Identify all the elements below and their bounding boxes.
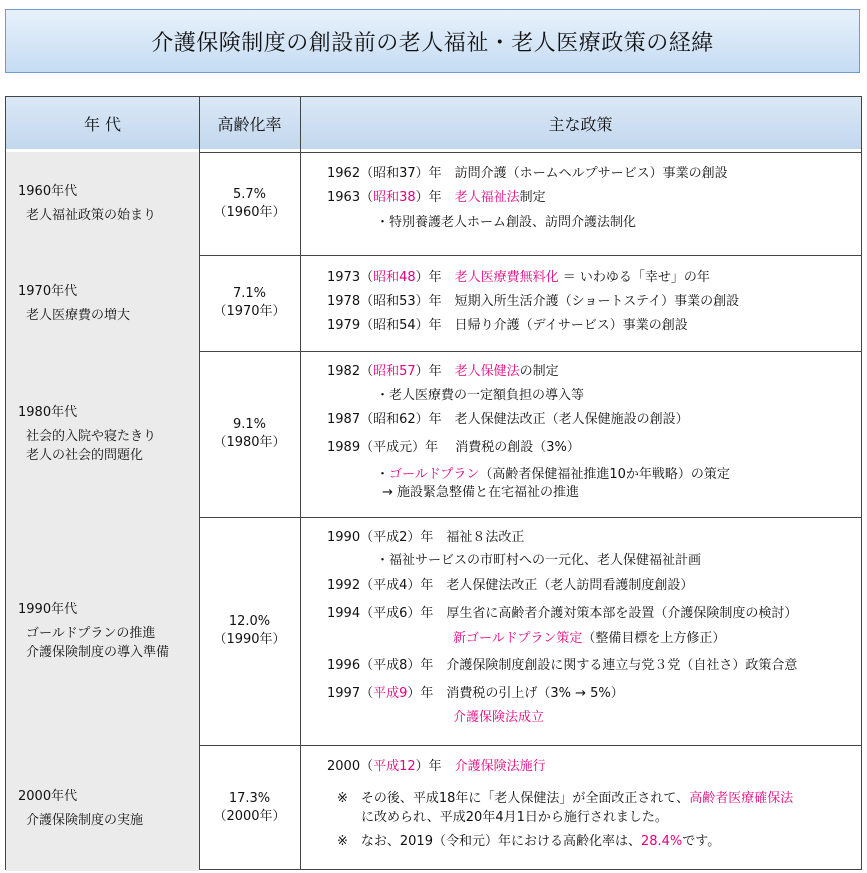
aging-rate-value: 5.7%	[232, 186, 267, 202]
table-row	[6, 517, 861, 746]
policy-line	[327, 758, 546, 776]
aging-rate-value: 17.3%	[228, 791, 271, 806]
highlighted-text: 28.4%	[640, 834, 683, 849]
policy-cell	[300, 351, 861, 517]
policy-line	[327, 685, 624, 703]
policy-text: 1978（昭和53）年 短期入所生活介護（ショートステイ）事業の創設	[327, 294, 740, 309]
aging-rate-year: （2000年）	[213, 809, 286, 824]
era-decade: 1990年代	[18, 602, 78, 617]
column-divider	[300, 97, 301, 869]
policy-line	[361, 809, 668, 827]
aging-rate-cell	[199, 255, 300, 351]
era-description: 老人医療費の増大	[26, 307, 131, 323]
policy-text: 1997（	[327, 686, 374, 701]
aging-rate-cell	[199, 152, 300, 255]
policy-text: 1973（	[327, 270, 374, 285]
era-description: 介護保険制度の導入準備	[26, 645, 170, 660]
era-description: 介護保険制度の実施	[26, 812, 144, 828]
table-row	[6, 152, 861, 256]
highlighted-text: 老人医療費無料化	[454, 270, 559, 285]
policy-line	[376, 466, 730, 484]
policy-text: 1994（平成6）年 厚生省に高齢者介護対策本部を設置（介護保険制度の検討）	[327, 606, 798, 621]
aging-rate-cell	[199, 745, 300, 871]
aging-rate-cell	[199, 351, 300, 517]
policy-line	[453, 630, 725, 648]
era-description: ゴールドプランの推進	[26, 626, 156, 641]
highlighted-text: 介護保険法成立	[453, 710, 545, 725]
policy-text: ・特別養護老人ホーム創設、訪問介護法制化	[376, 215, 637, 230]
header-era: 年 代	[83, 114, 122, 134]
policy-text: の制定	[519, 364, 559, 379]
highlighted-text: 昭和48	[373, 270, 416, 285]
policy-line	[327, 439, 580, 457]
aging-rate-year: （1960年）	[213, 204, 286, 220]
policy-text: 1989（平成元）年 消費税の創設（3%）	[327, 440, 580, 455]
aging-rate-cell	[199, 517, 300, 745]
highlighted-text: 老人福祉法	[454, 190, 520, 205]
policy-text: 1996（平成8）年 介護保険制度創設に関する連立与党３党（自社さ）政策合意	[327, 658, 798, 673]
policy-text: ・福祉サービスの市町村への一元化、老人保健福祉計画	[376, 553, 702, 568]
policy-text: ・	[376, 467, 390, 482]
policy-text: 2000（	[327, 759, 374, 774]
policy-line	[327, 317, 688, 335]
era-description: 老人福祉政策の始まり	[26, 208, 157, 223]
aging-rate-year: （1980年）	[213, 435, 286, 450]
policy-text: ）年	[415, 364, 455, 379]
policy-text: 1963（	[327, 190, 374, 205]
table-header	[6, 97, 861, 150]
policy-line	[327, 605, 797, 623]
policy-line	[327, 529, 524, 547]
era-description: 老人の社会的問題化	[26, 448, 144, 463]
era-decade: 1970年代	[18, 283, 78, 299]
highlighted-text: 介護保険法施行	[454, 759, 546, 774]
policy-line	[327, 657, 797, 675]
policy-text: ）年	[415, 190, 455, 205]
policy-cell	[300, 517, 861, 745]
policy-line	[327, 269, 710, 287]
policy-text: ）年	[415, 270, 455, 285]
highlighted-text: 高齢者医療確保法	[689, 791, 794, 806]
era-description: 社会的入院や寝たきり	[26, 429, 157, 444]
policy-text: （高齢者保健福祉推進10か年戦略）の策定	[479, 467, 730, 482]
policy-line	[327, 293, 739, 311]
policy-text: 1962（昭和37）年 訪問介護（ホームヘルプサービス）事業の創設	[327, 166, 728, 181]
policy-text: ＝ いわゆる「幸せ」の年	[558, 270, 710, 285]
table-row	[6, 351, 861, 518]
aging-rate-value: 12.0%	[228, 614, 271, 629]
policy-text: 制定	[519, 190, 546, 205]
policy-text: ）年 消費税の引上げ（3% → 5%）	[407, 686, 624, 701]
policy-line	[327, 577, 693, 595]
era-cell	[6, 517, 199, 745]
policy-cell	[300, 255, 861, 351]
header-rate: 高齢化率	[217, 114, 282, 134]
policy-cell	[300, 745, 861, 871]
era-cell	[6, 255, 199, 351]
table-row	[6, 255, 861, 352]
policy-line	[327, 165, 728, 183]
table-row	[6, 745, 861, 871]
highlighted-text: 新ゴールドプラン策定	[453, 631, 583, 646]
policy-text: に改められ、平成20年4月1日から施行されました。	[361, 810, 668, 825]
policy-text: 1982（	[327, 364, 374, 379]
policy-text: ※ その後、平成18年に「老人保健法」が全面改正されて、	[337, 791, 690, 806]
header-policy: 主な政策	[548, 114, 613, 134]
policy-line	[376, 214, 636, 232]
policy-text: ・老人医療費の一定額負担の導入等	[376, 388, 585, 403]
policy-text: → 施設緊急整備と在宅福祉の推進	[382, 485, 580, 500]
era-cell	[6, 351, 199, 517]
aging-rate-value: 9.1%	[232, 417, 267, 432]
highlighted-text: 平成12	[373, 759, 416, 774]
policy-line	[376, 387, 584, 405]
column-divider	[199, 97, 200, 869]
policy-line	[337, 790, 793, 808]
policy-text: （整備目標を上方修正）	[582, 631, 726, 646]
policy-line	[382, 484, 579, 502]
policy-line	[453, 709, 544, 727]
aging-rate-year: （1990年）	[213, 632, 286, 647]
policy-text: 1990（平成2）年 福祉８法改正	[327, 530, 525, 545]
page-title: 介護保険制度の創設前の老人福祉・老人医療政策の経緯	[151, 30, 714, 56]
era-decade: 1980年代	[18, 405, 78, 420]
highlighted-text: 老人保健法	[454, 364, 520, 379]
policy-line	[327, 189, 546, 207]
policy-text: ）年	[415, 759, 455, 774]
policy-text: ※ なお、2019（令和元）年における高齢化率は、	[337, 834, 641, 849]
era-decade: 1960年代	[18, 184, 78, 199]
policy-line	[337, 833, 720, 851]
policy-text: 1987（昭和62）年 老人保健法改正（老人保健施設の創設）	[327, 412, 689, 427]
policy-cell	[300, 152, 861, 255]
era-cell	[6, 745, 199, 871]
highlighted-text: 平成9	[373, 686, 408, 701]
highlighted-text: 昭和38	[373, 190, 416, 205]
policy-text: 1979（昭和54）年 日帰り介護（デイサービス）事業の創設	[327, 318, 688, 333]
era-cell	[6, 152, 199, 255]
policy-table	[5, 96, 862, 870]
policy-text: 1992（平成4）年 老人保健法改正（老人訪問看護制度創設）	[327, 578, 694, 593]
highlighted-text: ゴールドプラン	[389, 467, 480, 482]
aging-rate-value: 7.1%	[232, 286, 267, 301]
era-decade: 2000年代	[18, 788, 78, 804]
aging-rate-year: （1970年）	[213, 304, 286, 319]
highlighted-text: 昭和57	[373, 364, 416, 379]
policy-line	[376, 552, 701, 570]
policy-line	[327, 363, 559, 381]
policy-text: です。	[682, 834, 721, 849]
title-banner	[5, 9, 860, 73]
policy-line	[327, 411, 689, 429]
